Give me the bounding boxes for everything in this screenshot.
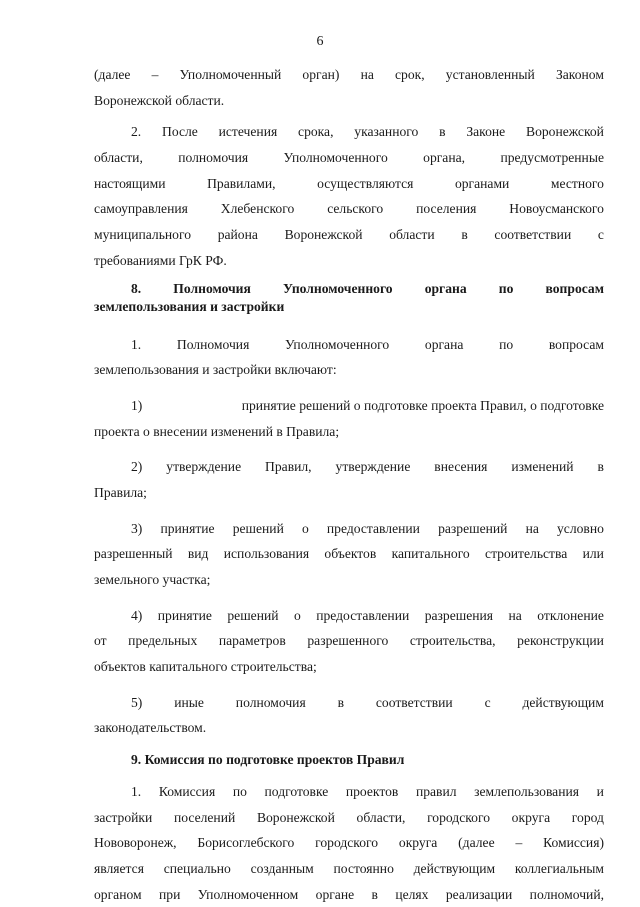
word: (далее [94, 67, 131, 82]
word: с [597, 227, 604, 243]
paragraph-line [94, 332, 604, 358]
word: по [499, 336, 514, 352]
word: или [582, 546, 604, 562]
list-item-line: проекта о внесении изменений в Правила; [94, 423, 340, 439]
word: органе [315, 886, 355, 902]
word: 1. [131, 783, 142, 799]
word: разрешенного [307, 633, 389, 649]
word: утверждение [335, 459, 411, 475]
word: капитального [391, 546, 470, 562]
word: является [94, 860, 144, 876]
word: – [151, 67, 159, 82]
word: поселения [416, 201, 477, 217]
list-item-line [94, 393, 604, 419]
word: (далее [458, 835, 495, 851]
word: с [484, 694, 491, 710]
word: 4) [131, 607, 143, 623]
word: 8. [131, 280, 142, 296]
word: Уполномоченного [285, 336, 390, 352]
word: внесения [434, 459, 488, 475]
word: решений [227, 607, 279, 623]
word: Воронежской [284, 227, 363, 243]
word: установленный [445, 67, 535, 82]
word: Уполномоченном [197, 886, 299, 902]
word: разрешений [438, 520, 508, 536]
section-heading-8 [94, 280, 604, 298]
word: срок, [395, 67, 425, 82]
word: параметров [218, 633, 286, 649]
paragraph-line [94, 830, 604, 856]
paragraph-line [94, 196, 604, 222]
word: Воронежской [526, 124, 604, 140]
word: органа [424, 280, 467, 296]
word: город [571, 809, 604, 825]
word: строительства, [409, 633, 496, 649]
list-item-line [94, 516, 604, 542]
word: органа [424, 336, 464, 352]
word: отклонение [537, 607, 604, 623]
word: вид [187, 546, 209, 562]
word: настоящими [94, 175, 166, 191]
word: полномочия [178, 150, 249, 166]
list-item-line: объектов капитального строительства; [94, 659, 317, 675]
word: предоставлении [326, 520, 420, 536]
word: действующим [413, 860, 496, 876]
word: Законом [555, 67, 604, 82]
paragraph-line [94, 779, 604, 805]
word: органа, [423, 150, 466, 166]
word: о [293, 607, 301, 623]
word: муниципального [94, 227, 192, 243]
word: использования [223, 546, 310, 562]
word: в [439, 124, 446, 140]
word: 3) [131, 520, 143, 536]
word: правил [415, 783, 457, 799]
word: на [360, 67, 374, 82]
word: в [597, 459, 604, 475]
list-item-line [94, 454, 604, 480]
word: по [232, 783, 247, 799]
word: действующим [522, 694, 604, 710]
paragraph-line: требованиями ГрК РФ. [94, 252, 227, 268]
word: 1) [131, 397, 143, 413]
word: осуществляются [317, 175, 414, 191]
word: от [94, 633, 107, 649]
word: утверждение [166, 459, 242, 475]
paragraph-line [94, 62, 604, 88]
word: срока, [298, 124, 334, 140]
word: Уполномоченного [282, 280, 393, 296]
word: принятие решений о подготовке проекта Правил, о подготовке [241, 397, 604, 413]
word: – [515, 835, 523, 851]
word: условно [557, 520, 604, 536]
word: округа [398, 835, 438, 851]
word: и [596, 783, 604, 799]
word: 5) [131, 694, 143, 710]
paragraph-line [94, 856, 604, 882]
word: изменений [511, 459, 574, 475]
list-item-line [94, 628, 604, 654]
word: орган) [302, 67, 340, 82]
word: Борисоглебского [197, 835, 295, 851]
word: городского [427, 809, 490, 825]
word: реконструкции [517, 633, 604, 649]
word: района [217, 227, 258, 243]
word: строительства [485, 546, 568, 562]
document-body [94, 62, 604, 907]
word: 1. [131, 336, 142, 352]
word: области, [94, 150, 143, 166]
list-item-line [94, 690, 604, 716]
word: предусмотренные [500, 150, 604, 166]
word: созданным [250, 860, 314, 876]
word: в [337, 694, 344, 710]
word: решений [232, 520, 284, 536]
list-item-line: земельного участка; [94, 572, 211, 587]
word: Хлебенского [220, 201, 295, 217]
word: принятие [160, 520, 215, 536]
word: соответствии [375, 694, 453, 710]
word: указанного [354, 124, 419, 140]
word: истечения [218, 124, 278, 140]
word: реализации [445, 886, 513, 902]
word: Комиссия) [543, 835, 604, 851]
word: предельных [128, 633, 198, 649]
section-heading-9: 9. Комиссия по подготовке проектов Правил [131, 752, 405, 768]
word: по [498, 280, 514, 296]
word: Уполномоченного [283, 150, 388, 166]
paragraph-line [94, 805, 604, 831]
paragraph-line [94, 171, 604, 197]
list-item-line [94, 541, 604, 567]
paragraph-line: землепользования и застройки включают: [94, 362, 337, 378]
word: поселений [173, 809, 236, 825]
word: полномочия [235, 694, 306, 710]
word: 2. [131, 124, 142, 140]
word: органами [454, 175, 510, 191]
word: постоянно [333, 860, 394, 876]
word: сельского [327, 201, 384, 217]
word: объектов [324, 546, 377, 562]
word: предоставлении [316, 607, 410, 623]
page-number: 6 [316, 34, 324, 49]
word: разрешенный [94, 546, 173, 562]
word: Уполномоченный [179, 67, 282, 82]
word: подготовке [264, 783, 329, 799]
word: на [525, 520, 539, 536]
word: иные [174, 694, 204, 710]
word: Полномочия [176, 336, 250, 352]
word: разрешения [424, 607, 494, 623]
word: вопросам [548, 336, 604, 352]
paragraph-line: Воронежской области. [94, 92, 225, 108]
word: застройки [94, 809, 153, 825]
word: органом [94, 886, 142, 902]
section-heading-8-cont: землепользования и застройки [94, 298, 285, 314]
paragraph-line [94, 222, 604, 248]
list-item-line [94, 603, 604, 629]
word: в [461, 227, 468, 243]
word: 2) [131, 459, 143, 475]
word: После [162, 124, 198, 140]
word: в [371, 886, 378, 902]
word: землепользования [474, 783, 580, 799]
word: соответствии [494, 227, 572, 243]
word: специально [163, 860, 231, 876]
word: целях [395, 886, 429, 902]
word: принятие [157, 607, 212, 623]
list-item-line: законодательством. [94, 720, 207, 736]
word: Полномочия [173, 280, 251, 296]
word: Нововоронеж, [94, 835, 177, 851]
word: Правил, [265, 459, 312, 475]
word: на [508, 607, 522, 623]
paragraph-line [94, 119, 604, 145]
word: Правилами, [207, 175, 276, 191]
word: области [389, 227, 435, 243]
word: округа [511, 809, 551, 825]
word: Законе [466, 124, 506, 140]
word: полномочий, [529, 886, 604, 902]
word: вопросам [545, 280, 604, 296]
word: при [159, 886, 181, 902]
word: городского [315, 835, 379, 851]
word: области, [356, 809, 406, 825]
paragraph-line [94, 882, 604, 907]
paragraph-line [94, 145, 604, 171]
word: Воронежской [256, 809, 335, 825]
word: Новоусманского [509, 201, 604, 217]
word: проектов [345, 783, 399, 799]
word: о [301, 520, 309, 536]
word: коллегиальным [514, 860, 604, 876]
word: местного [550, 175, 604, 191]
word: самоуправления [94, 201, 188, 217]
list-item-line: Правила; [94, 484, 147, 500]
word: Комиссия [158, 783, 216, 799]
